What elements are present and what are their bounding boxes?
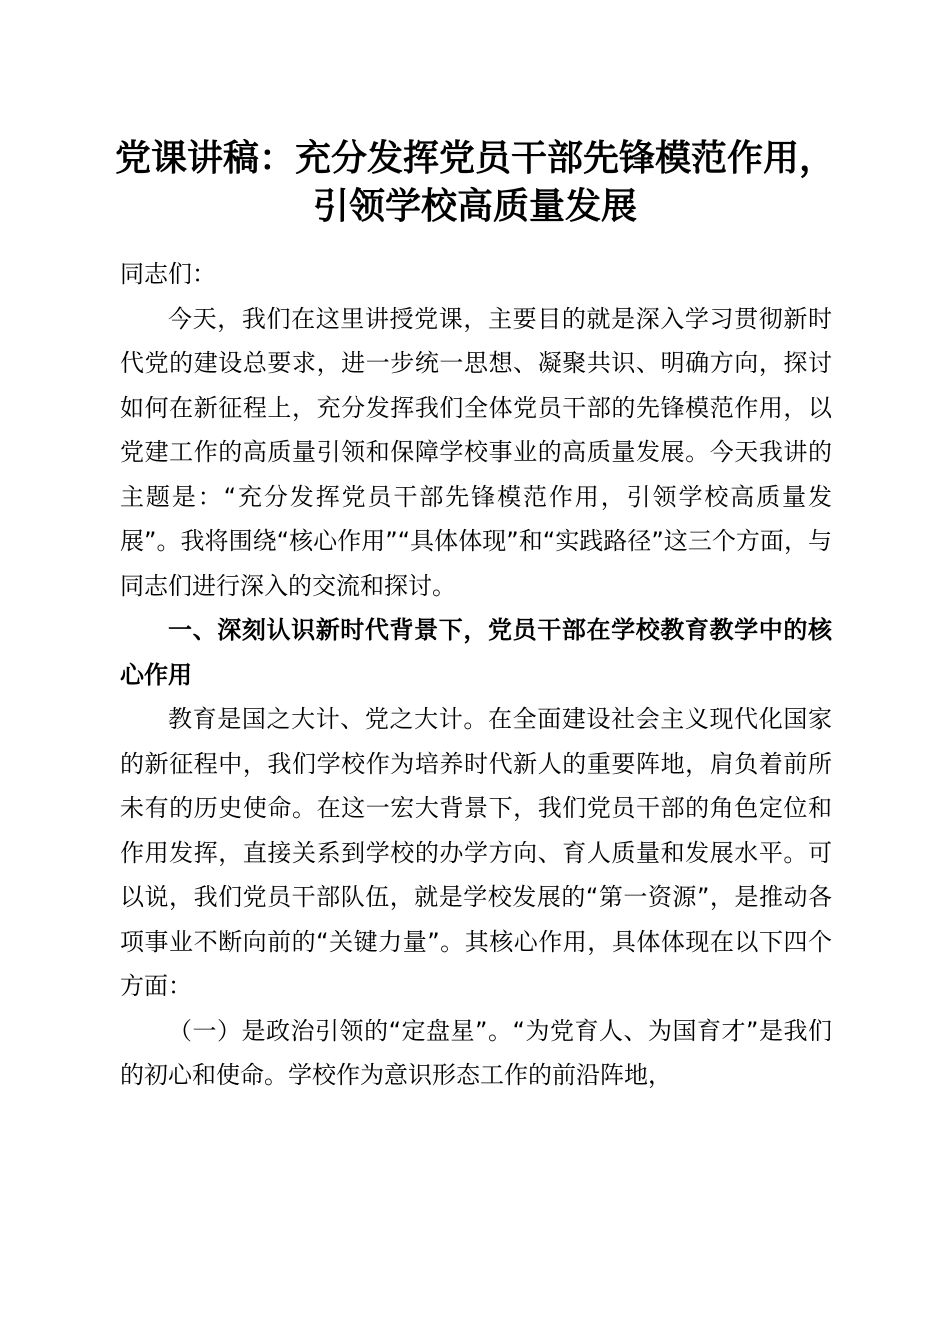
title-line-2: 引领学校高质量发展 <box>312 185 637 227</box>
document-body <box>120 252 832 1098</box>
document-title <box>100 134 850 230</box>
intro-paragraph: 今天，我们在这里讲授党课，主要目的就是深入学习贯彻新时代党的建设总要求，进一步统一思想、凝聚共识、明确方向，探讨如何在新征程上，充分发挥我们全体党员干部的先锋模范作用，以党建工作的高质量引领和保障学校事业的高质量发展。今天我讲的主题是：“充分发挥党员干部先锋模范作用，引领学校高质量发展”。我将围绕“核心作用”“具体体现”和“实践路径”这三个方面，与同志们进行深入的交流和探讨。 <box>120 304 832 600</box>
title-line-1: 党课讲稿：充分发挥党员干部先锋模范作用， <box>114 137 835 179</box>
subsection-1-paragraph <box>120 1009 832 1098</box>
section-1-paragraph: 教育是国之大计、党之大计。在全面建设社会主义现代化国家的新征程中，我们学校作为培养时代新人的重要阵地，肩负着前所未有的历史使命。在这一宏大背景下，我们党员干部的角色定位和作用发挥，直接关系到学校的办学方向、育人质量和发展水平。可以说，我们党员干部队伍，就是学校发展的“第一资源”，是推动各项事业不断向前的“关键力量”。其核心作用，具体体现在以下四个方面： <box>120 705 832 1000</box>
section-1-heading: 一、深刻认识新时代背景下，党员干部在学校教育教学中的核心作用 <box>120 616 832 689</box>
subsection-1-text: “为党育人、为国育才”是我们的初心和使命。学校作为意识形态工作的前沿阵地， <box>120 1016 832 1089</box>
salutation: 同志们： <box>120 260 216 288</box>
subsection-1-label: （一）是政治引领的“定盘星”。 <box>168 1016 513 1045</box>
